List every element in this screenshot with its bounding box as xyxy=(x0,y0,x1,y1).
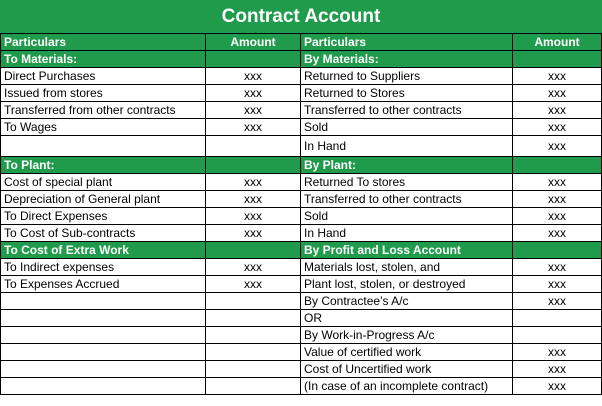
left-amount-cell: xxx xyxy=(206,68,301,85)
left-amount-cell: xxx xyxy=(206,85,301,102)
left-amount-cell xyxy=(206,327,301,344)
right-particular-cell: Transferred to other contracts xyxy=(301,102,513,119)
left-particular-cell xyxy=(1,361,206,378)
table-row xyxy=(1,310,602,327)
left-particular-cell: To Expenses Accrued xyxy=(1,276,206,293)
left-amount-cell xyxy=(206,51,301,68)
right-amount-cell xyxy=(513,157,602,174)
left-amount-cell xyxy=(206,310,301,327)
left-particular-cell: To Plant: xyxy=(1,157,206,174)
right-particular-cell: Plant lost, stolen, or destroyed xyxy=(301,276,513,293)
right-amount-cell: xxx xyxy=(513,208,602,225)
left-amount-cell xyxy=(206,242,301,259)
left-amount-cell: xxx xyxy=(206,276,301,293)
left-particular-cell: To Materials: xyxy=(1,51,206,68)
header-left-particulars: Particulars xyxy=(1,34,206,51)
right-particular-cell: Value of certified work xyxy=(301,344,513,361)
right-particular-cell: (In case of an incomplete contract) xyxy=(301,378,513,395)
left-amount-cell xyxy=(206,136,301,157)
right-amount-cell: xxx xyxy=(513,344,602,361)
section-row xyxy=(1,242,602,259)
right-amount-cell: xxx xyxy=(513,276,602,293)
left-particular-cell: To Indirect expenses xyxy=(1,259,206,276)
table-row xyxy=(1,361,602,378)
page-title: Contract Account xyxy=(0,0,602,33)
right-amount-cell: xxx xyxy=(513,191,602,208)
left-particular-cell: Transferred from other contracts xyxy=(1,102,206,119)
right-particular-cell: By Materials: xyxy=(301,51,513,68)
left-amount-cell xyxy=(206,344,301,361)
table-row xyxy=(1,293,602,310)
left-amount-cell xyxy=(206,361,301,378)
left-particular-cell: Issued from stores xyxy=(1,85,206,102)
left-amount-cell: xxx xyxy=(206,174,301,191)
right-particular-cell: Sold xyxy=(301,119,513,136)
table-row xyxy=(1,191,602,208)
left-amount-cell: xxx xyxy=(206,225,301,242)
header-row xyxy=(1,34,602,51)
right-particular-cell: Cost of Uncertified work xyxy=(301,361,513,378)
table-row xyxy=(1,136,602,157)
right-amount-cell: xxx xyxy=(513,136,602,157)
table-row xyxy=(1,119,602,136)
header-right-amount: Amount xyxy=(513,34,602,51)
left-particular-cell xyxy=(1,327,206,344)
right-amount-cell xyxy=(513,51,602,68)
table-row xyxy=(1,102,602,119)
table-row xyxy=(1,208,602,225)
right-amount-cell xyxy=(513,310,602,327)
left-particular-cell: To Wages xyxy=(1,119,206,136)
right-amount-cell: xxx xyxy=(513,102,602,119)
right-particular-cell: Materials lost, stolen, and xyxy=(301,259,513,276)
table-row xyxy=(1,225,602,242)
table-row xyxy=(1,85,602,102)
left-amount-cell xyxy=(206,378,301,395)
ledger-table xyxy=(0,33,602,395)
table-row xyxy=(1,68,602,85)
right-amount-cell: xxx xyxy=(513,119,602,136)
right-amount-cell xyxy=(513,327,602,344)
section-row xyxy=(1,157,602,174)
right-amount-cell: xxx xyxy=(513,174,602,191)
right-particular-cell: Transferred to other contracts xyxy=(301,191,513,208)
table-row xyxy=(1,276,602,293)
right-amount-cell: xxx xyxy=(513,225,602,242)
left-amount-cell: xxx xyxy=(206,191,301,208)
right-particular-cell: OR xyxy=(301,310,513,327)
left-amount-cell: xxx xyxy=(206,102,301,119)
right-amount-cell: xxx xyxy=(513,85,602,102)
table-row xyxy=(1,327,602,344)
table-row xyxy=(1,174,602,191)
left-particular-cell: Cost of special plant xyxy=(1,174,206,191)
left-particular-cell: To Cost of Sub-contracts xyxy=(1,225,206,242)
right-amount-cell xyxy=(513,242,602,259)
left-particular-cell xyxy=(1,344,206,361)
header-left-amount: Amount xyxy=(206,34,301,51)
right-particular-cell: Returned to Stores xyxy=(301,85,513,102)
right-amount-cell: xxx xyxy=(513,259,602,276)
right-particular-cell: In Hand xyxy=(301,136,513,157)
table-row xyxy=(1,378,602,395)
right-particular-cell: Sold xyxy=(301,208,513,225)
right-particular-cell: By Profit and Loss Account xyxy=(301,242,513,259)
left-amount-cell xyxy=(206,157,301,174)
left-particular-cell xyxy=(1,136,206,157)
right-particular-cell: By Contractee’s A/c xyxy=(301,293,513,310)
header-right-particulars: Particulars xyxy=(301,34,513,51)
left-amount-cell: xxx xyxy=(206,259,301,276)
left-particular-cell xyxy=(1,293,206,310)
left-particular-cell: To Direct Expenses xyxy=(1,208,206,225)
right-amount-cell: xxx xyxy=(513,378,602,395)
right-amount-cell: xxx xyxy=(513,293,602,310)
right-particular-cell: By Plant: xyxy=(301,157,513,174)
left-amount-cell xyxy=(206,293,301,310)
left-amount-cell: xxx xyxy=(206,208,301,225)
left-particular-cell: Direct Purchases xyxy=(1,68,206,85)
table-row xyxy=(1,344,602,361)
table-row xyxy=(1,259,602,276)
section-row xyxy=(1,51,602,68)
right-particular-cell: Returned to Suppliers xyxy=(301,68,513,85)
left-particular-cell: To Cost of Extra Work xyxy=(1,242,206,259)
right-particular-cell: In Hand xyxy=(301,225,513,242)
left-amount-cell: xxx xyxy=(206,119,301,136)
left-particular-cell xyxy=(1,310,206,327)
ledger-body xyxy=(1,34,602,395)
right-particular-cell: Returned To stores xyxy=(301,174,513,191)
right-amount-cell: xxx xyxy=(513,361,602,378)
right-particular-cell: By Work-in-Progress A/c xyxy=(301,327,513,344)
left-particular-cell: Depreciation of General plant xyxy=(1,191,206,208)
left-particular-cell xyxy=(1,378,206,395)
right-amount-cell: xxx xyxy=(513,68,602,85)
